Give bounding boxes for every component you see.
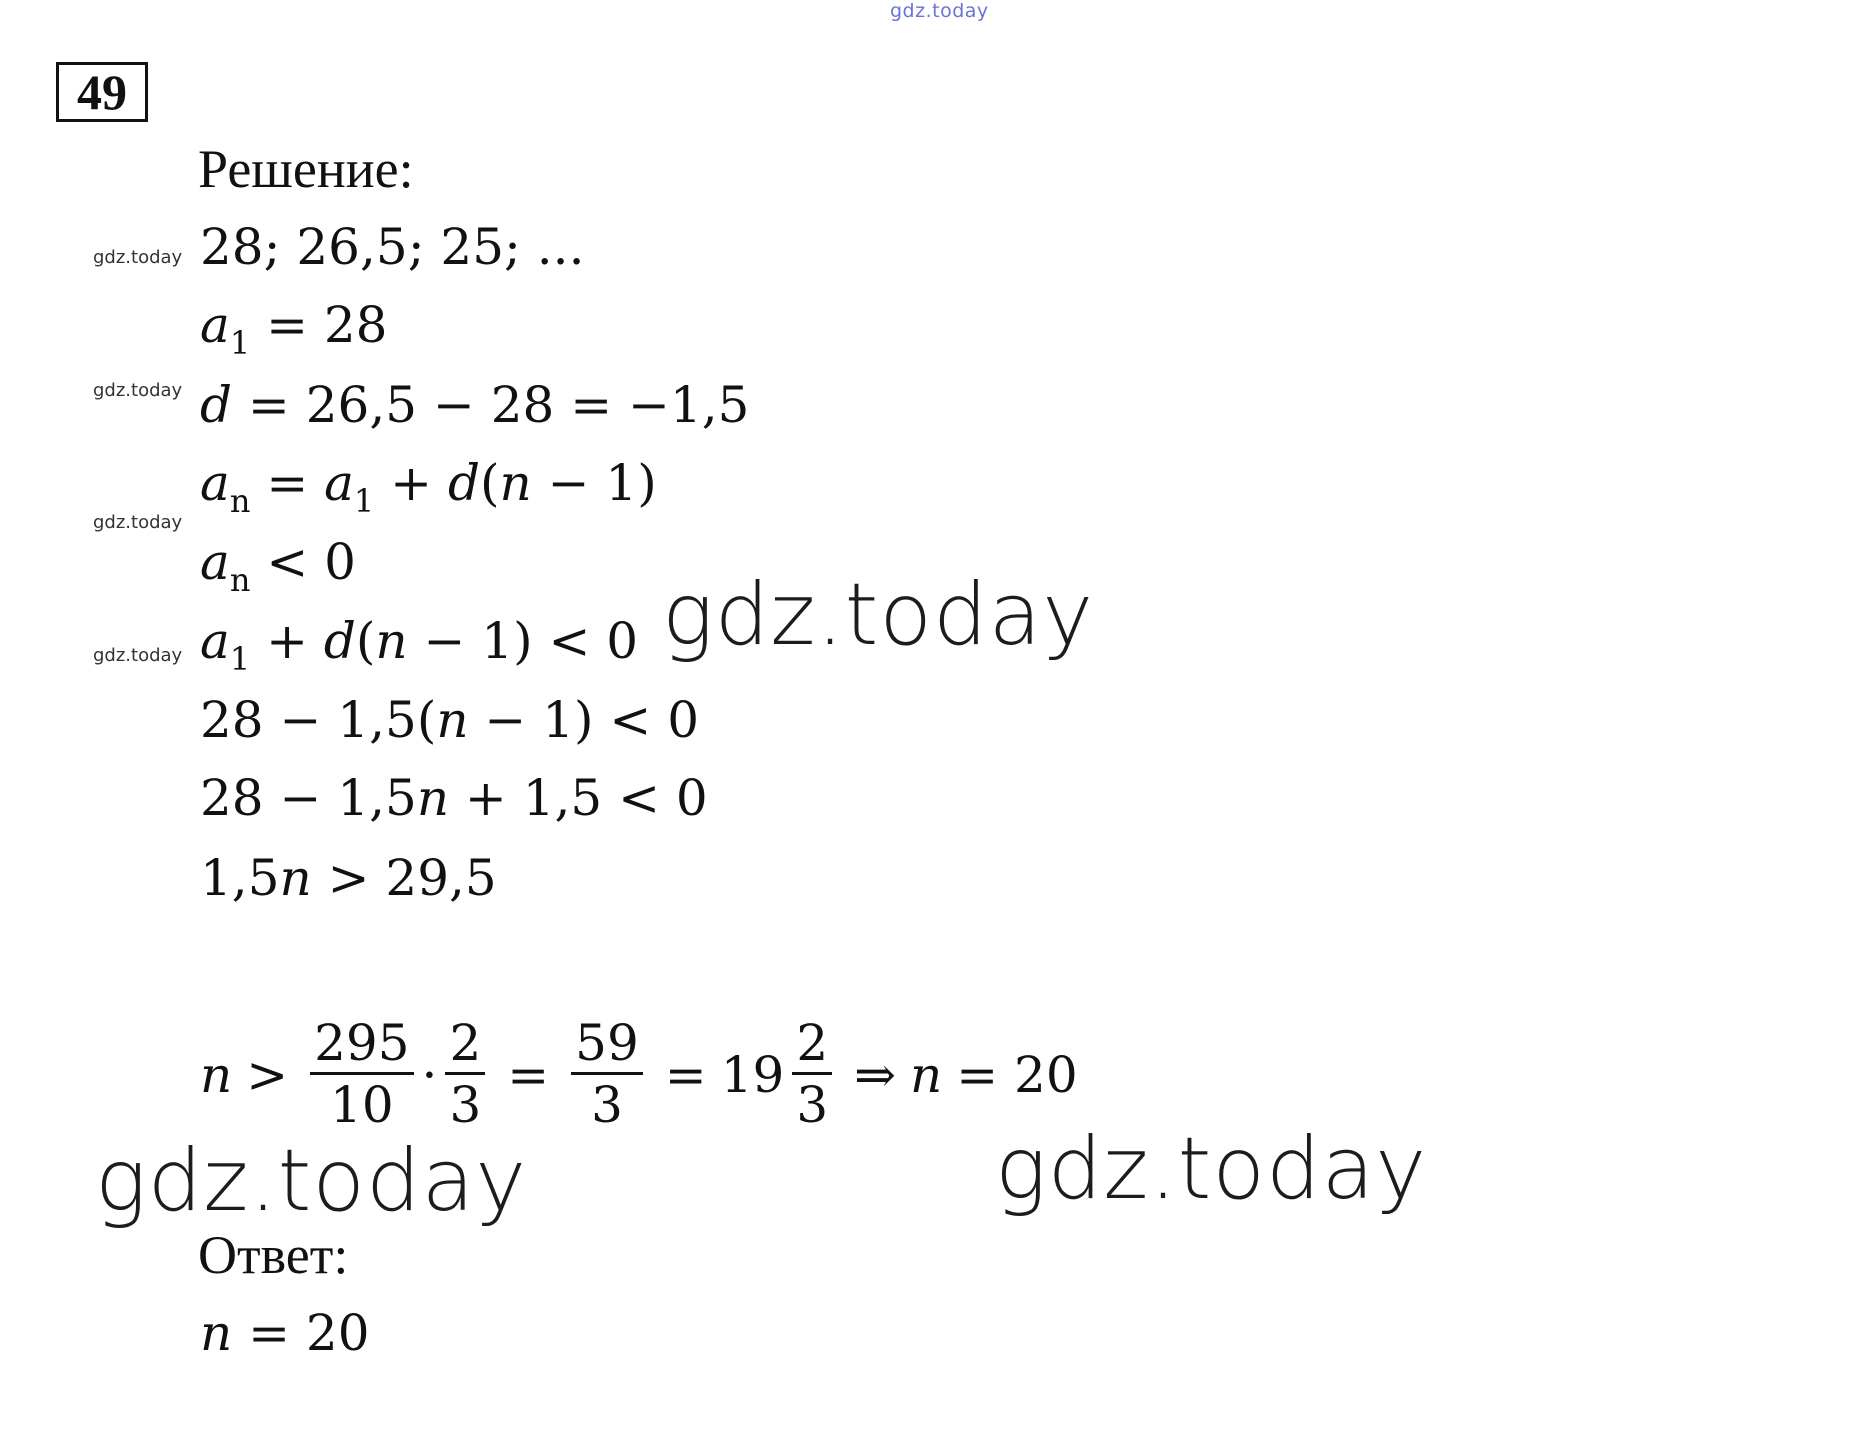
- small-watermark: gdz.today: [93, 247, 183, 268]
- result-value: = 20: [956, 1046, 1078, 1104]
- first-term-line: $a_1 = 28$: [200, 296, 388, 362]
- sequence-line: 28; 26,5; 25; ...: [200, 218, 585, 276]
- problem-number-box: 49: [56, 62, 148, 122]
- var-n: n: [200, 1046, 233, 1104]
- answer-heading: Ответ:: [198, 1225, 349, 1285]
- greater-sign: >: [246, 1046, 289, 1104]
- large-watermark: gdz.today: [995, 1119, 1428, 1219]
- general-term-formula: $a_n = a_1 + d(n - 1)$: [200, 454, 657, 520]
- equals-sign: =: [664, 1046, 707, 1104]
- header-watermark: gdz.today: [890, 0, 989, 22]
- fraction-295-10: $\frac{295}{10}$: [310, 1015, 413, 1136]
- inequality-line-3: 28 − 1,5n + 1,5 < 0: [200, 769, 708, 827]
- small-watermark: gdz.today: [93, 645, 183, 666]
- inequality-line-2: 28 − 1,5(n − 1) < 0: [200, 691, 700, 749]
- difference-line: d = 26,5 − 28 = −1,5: [200, 376, 750, 434]
- solution-heading: Решение:: [198, 139, 414, 199]
- inequality-line-1: $a_1 + d(n - 1) < 0$: [200, 612, 639, 678]
- implies-arrow: ⇒: [854, 1046, 897, 1104]
- var-n: n: [910, 1046, 943, 1104]
- fraction-59-3: $\frac{59}{3}$: [571, 1015, 643, 1136]
- small-watermark: gdz.today: [93, 512, 183, 533]
- large-watermark: gdz.today: [662, 565, 1095, 665]
- small-watermark: gdz.today: [93, 380, 183, 401]
- fraction-solution-line: [200, 1000, 1078, 1150]
- mixed-whole: 19: [720, 1046, 785, 1104]
- large-watermark: gdz.today: [95, 1131, 528, 1231]
- inequality-line-4: 1,5n > 29,5: [200, 849, 497, 907]
- answer-line: n = 20: [200, 1304, 370, 1362]
- fraction-2-3-mixed: $\frac{2}{3}$: [792, 1015, 832, 1136]
- fraction-2-3: $\frac{2}{3}$: [445, 1015, 485, 1136]
- multiply-dot: ·: [421, 1046, 438, 1104]
- negative-condition-line: $a_n < 0$: [200, 533, 356, 599]
- equals-sign: =: [507, 1046, 550, 1104]
